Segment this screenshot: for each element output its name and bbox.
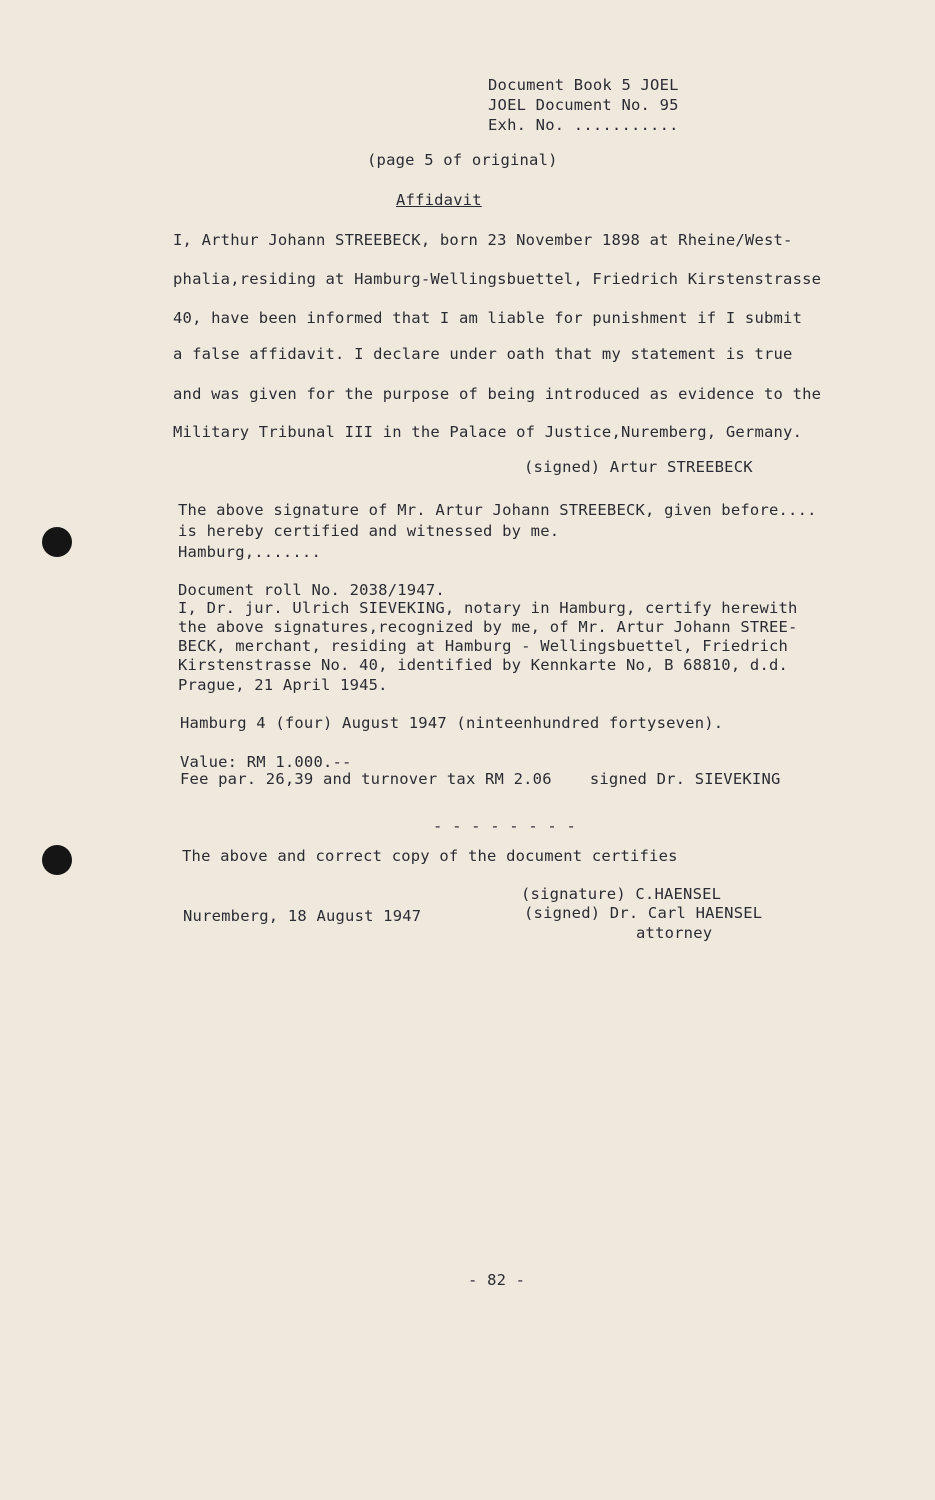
page-number: - 82 - [468,1271,526,1289]
signature-line: (signature) C.HAENSEL [521,885,722,903]
affidavit-line: and was given for the purpose of being introduced as evidence to the [173,385,822,403]
notary-date-line: Hamburg 4 (four) August 1947 (ninteenhundred fortyseven). [180,714,724,732]
notary-line: I, Dr. jur. Ulrich SIEVEKING, notary in Hamburg, certify herewith [178,599,798,617]
notary-line: Prague, 21 April 1945. [178,676,388,694]
separator-line: - - - - - - - - [433,817,576,835]
header-exhibit-number: Exh. No. ........... [488,116,679,134]
copy-certification: The above and correct copy of the document certifies [182,847,678,865]
certification-line: Hamburg,....... [178,543,321,561]
affidavit-line: 40, have been informed that I am liable for punishment if I submit [173,309,803,327]
fee-line: Fee par. 26,39 and turnover tax RM 2.06 signed Dr. SIEVEKING [180,770,781,788]
page-note: (page 5 of original) [367,151,558,169]
affidavit-line: Military Tribunal III in the Palace of Justice,Nuremberg, Germany. [173,423,803,441]
nuremberg-date: Nuremberg, 18 August 1947 [183,907,422,925]
binder-hole [42,845,72,875]
affidavit-line: I, Arthur Johann STREEBECK, born 23 November 1898 at Rheine/West- [173,231,793,249]
header-doc-number: JOEL Document No. 95 [488,96,679,114]
affidavit-line: a false affidavit. I declare under oath that my statement is true [173,345,793,363]
document-title: Affidavit [396,191,482,209]
signed-line: (signed) Dr. Carl HAENSEL [524,904,763,922]
binder-hole [42,527,72,557]
header-doc-book: Document Book 5 JOEL [488,76,679,94]
notary-line: BECK, merchant, residing at Hamburg - Wellingsbuettel, Friedrich [178,637,789,655]
affidavit-line: phalia,residing at Hamburg-Wellingsbuettel, Friedrich Kirstenstrasse [173,270,822,288]
notary-line: Kirstenstrasse No. 40, identified by Kennkarte No, B 68810, d.d. [178,656,789,674]
value-line: Value: RM 1.000.-- [180,753,352,771]
certification-line: is hereby certified and witnessed by me. [178,522,560,540]
affiant-signature: (signed) Artur STREEBECK [524,458,753,476]
certification-line: The above signature of Mr. Artur Johann STREEBECK, given before.... [178,501,817,519]
notary-line: Document roll No. 2038/1947. [178,581,445,599]
attorney-title: attorney [636,924,713,942]
notary-line: the above signatures,recognized by me, of Mr. Artur Johann STREE- [178,618,798,636]
